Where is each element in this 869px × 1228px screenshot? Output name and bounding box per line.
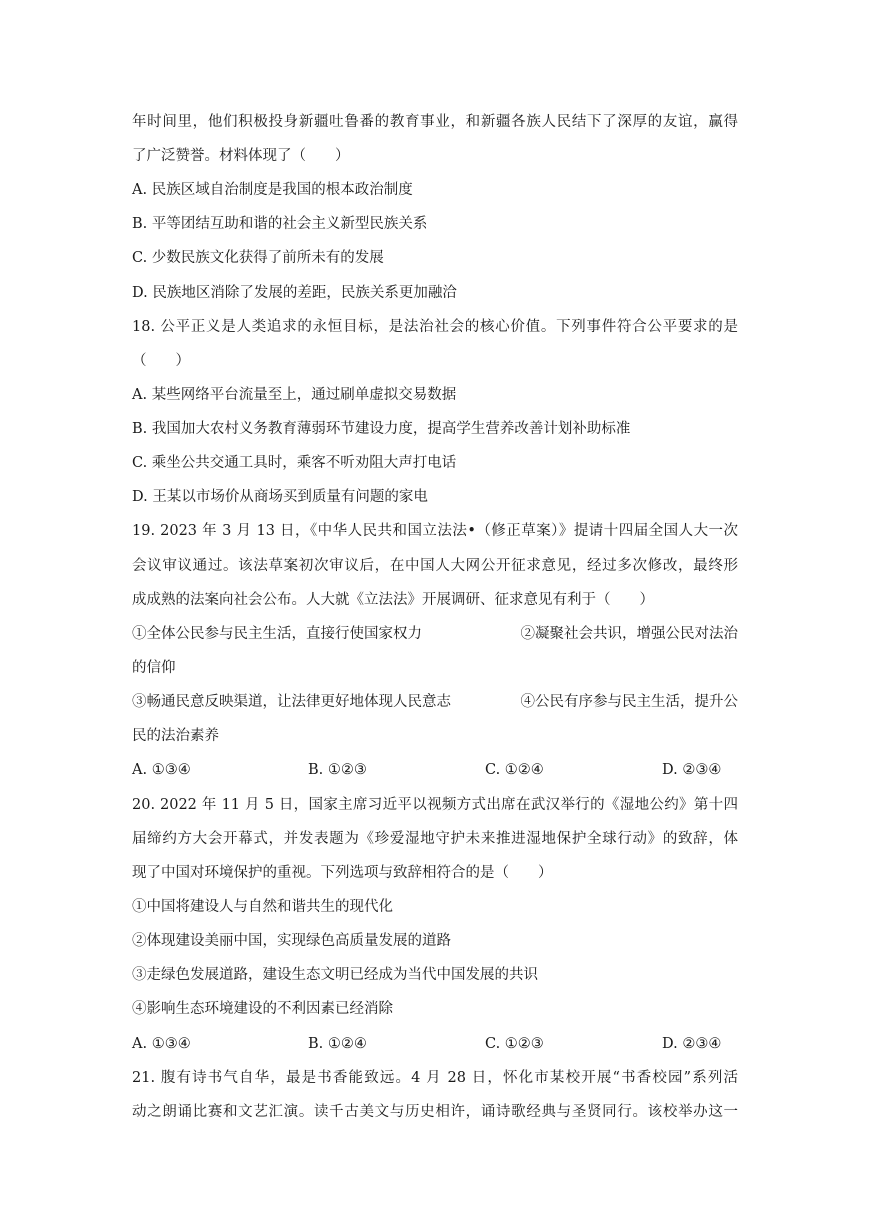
q20-choice-b: B. ①②④ xyxy=(308,1036,367,1052)
q19-choice-a: A. ①③④ xyxy=(132,762,191,778)
q17-stem-line-2: 了广泛赞誉。材料体现了（ ） xyxy=(132,148,350,164)
q17-stem-line-1: 年时间里，他们积极投身新疆吐鲁番的教育事业，和新疆各族人民结下了深厚的友谊，赢得 xyxy=(132,114,738,130)
q20-item-4: ④影响生态环境建设的不利因素已经消除 xyxy=(132,1001,393,1017)
q20-stem-line-2: 届缔约方大会开幕式，并发表题为《珍爱湿地守护未来推进湿地保护全球行动》的致辞，体 xyxy=(132,831,738,847)
q20-item-2: ②体现建设美丽中国，实现绿色高质量发展的道路 xyxy=(132,933,451,949)
q19-stem-line-2: 会议审议通过。该法草案初次审议后，在中国人大网公开征求意见，经过多次修改，最终形 xyxy=(132,558,738,574)
q19-item-2-part-1: ②凝聚社会共识，增强公民对法治 xyxy=(520,626,738,642)
q20-stem-line-3: 现了中国对环境保护的重视。下列选项与致辞相符合的是（ ） xyxy=(132,865,553,881)
q19-choice-b: B. ①②③ xyxy=(308,762,367,778)
q18-stem-line-1: 18. 公平正义是人类追求的永恒目标，是法治社会的核心价值。下列事件符合公平要求的是 xyxy=(132,319,738,335)
q19-stem-line-3: 成成熟的法案向社会公布。人大就《立法法》开展调研、征求意见有利于（ ） xyxy=(132,592,654,608)
q19-items-row-1 xyxy=(132,624,738,644)
q21-stem-line-2: 动之朗诵比赛和文艺汇演。读千古美文与历史相许，诵诗歌经典与圣贤同行。该校举办这一 xyxy=(132,1104,738,1120)
q17-option-b: B. 平等团结互助和谐的社会主义新型民族关系 xyxy=(132,216,428,232)
q20-item-3: ③走绿色发展道路，建设生态文明已经成为当代中国发展的共识 xyxy=(132,967,538,983)
q18-stem-line-2: （ ） xyxy=(132,353,190,369)
q18-option-a: A. 某些网络平台流量至上，通过刷单虚拟交易数据 xyxy=(132,387,457,403)
q20-choice-d: D. ②③④ xyxy=(662,1036,722,1052)
q17-option-d: D. 民族地区消除了发展的差距，民族关系更加融洽 xyxy=(132,285,457,301)
q21-stem-line-1: 21. 腹有诗书气自华，最是书香能致远。4 月 28 日，怀化市某校开展“书香校园”系列活 xyxy=(132,1070,738,1086)
q19-choices xyxy=(132,760,738,780)
q19-choice-d: D. ②③④ xyxy=(662,762,722,778)
q19-item-4-part-1: ④公民有序参与民主生活，提升公 xyxy=(520,694,738,710)
q20-choices xyxy=(132,1034,738,1054)
q19-items-row-2 xyxy=(132,692,738,712)
q19-item-2-part-2: 的信仰 xyxy=(132,660,176,676)
q18-option-c: C. 乘坐公共交通工具时，乘客不听劝阻大声打电话 xyxy=(132,455,457,471)
q18-option-b: B. 我国加大农村义务教育薄弱环节建设力度，提高学生营养改善计划补助标准 xyxy=(132,421,631,437)
q19-stem-line-1: 19. 2023 年 3 月 13 日，《中华人民共和国立法法•（修正草案）》提请十四届全国人大一次 xyxy=(132,523,738,539)
q20-choice-c: C. ①②③ xyxy=(485,1036,544,1052)
q17-option-a: A. 民族区域自治制度是我国的根本政治制度 xyxy=(132,182,413,198)
q19-item-4-part-2: 民的法治素养 xyxy=(132,728,219,744)
q20-choice-a: A. ①③④ xyxy=(132,1036,191,1052)
q19-choice-c: C. ①②④ xyxy=(485,762,544,778)
q19-item-3: ③畅通民意反映渠道，让法律更好地体现人民意志 xyxy=(132,694,451,710)
q20-item-1: ①中国将建设人与自然和谐共生的现代化 xyxy=(132,899,393,915)
q19-item-1: ①全体公民参与民主生活，直接行使国家权力 xyxy=(132,626,422,642)
q17-option-c: C. 少数民族文化获得了前所未有的发展 xyxy=(132,250,384,266)
q18-option-d: D. 王某以市场价从商场买到质量有问题的家电 xyxy=(132,489,428,505)
q20-stem-line-1: 20. 2022 年 11 月 5 日，国家主席习近平以视频方式出席在武汉举行的《湿地公约》第十四 xyxy=(132,797,738,813)
